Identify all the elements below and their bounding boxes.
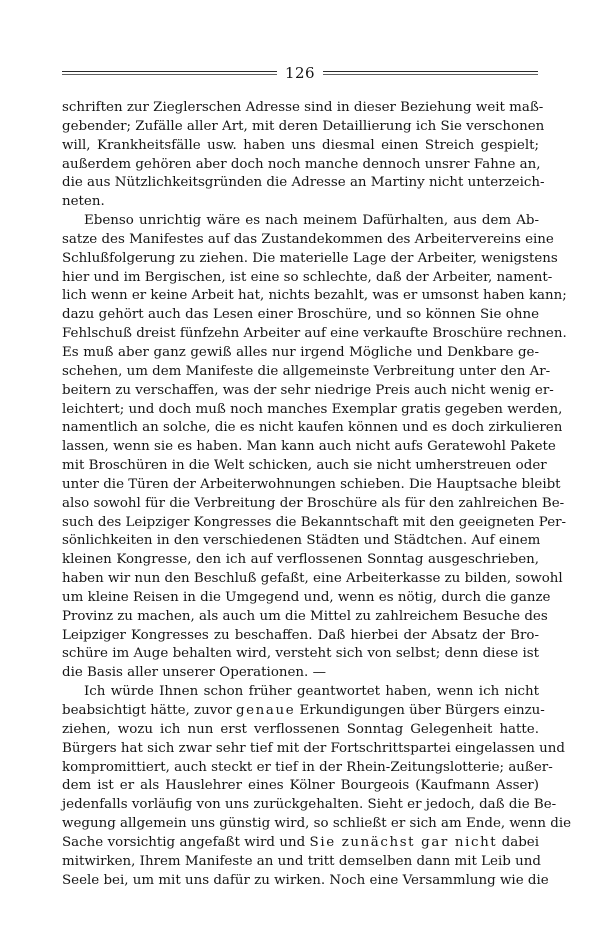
text-line: mitwirken, Ihrem Manifeste an und tritt demselben dann mit Leib und bbox=[62, 853, 541, 869]
text-line: unter die Türen der Arbeiterwohnungen schieben. Die Hauptsache bleibt bbox=[62, 476, 561, 492]
text-line: beitern zu verschaffen, was der sehr niedrige Preis auch nicht wenig er- bbox=[62, 382, 554, 398]
text-line: um kleine Reisen in die Umgegend und, wenn es nötig, durch die ganze bbox=[62, 589, 551, 605]
text-line: kompromittiert, auch steckt er tief in der Rhein-Zeitungslotterie; außer- bbox=[62, 759, 553, 775]
text-line: dem ist er als Hauslehrer eines Kölner Bourgeois (Kaufmann Asser) bbox=[62, 778, 539, 794]
header-rule-left-top bbox=[62, 71, 277, 72]
paragraph bbox=[62, 99, 545, 212]
text-line: Bürgers hat sich zwar sehr tief mit der Fortschrittspartei eingelassen und bbox=[62, 740, 565, 756]
text-line: satze des Manifestes auf das Zustandekommen des Arbeitervereins eine bbox=[62, 231, 554, 247]
page-number: 126 bbox=[284, 64, 316, 82]
text-line: also sowohl für die Verbreitung der Broschüre als für den zahlreichen Be- bbox=[62, 495, 565, 511]
page-header bbox=[62, 64, 538, 82]
text-line: jedenfalls vorläufig von uns zurückgehalten. Sieht er jedoch, daß die Be- bbox=[62, 797, 557, 813]
text-line: kleinen Kongresse, den ich auf verflossenen Sonntag ausgeschrieben, bbox=[62, 552, 539, 568]
text-line: Provinz zu machen, als auch um die Mittel zu zahlreichem Besuche des bbox=[62, 608, 548, 624]
paragraph bbox=[62, 683, 572, 890]
text-line: Seele bei, um mit uns dafür zu wirken. Noch eine Versammlung wie die bbox=[62, 872, 549, 888]
header-rule-left-bottom bbox=[62, 74, 277, 75]
header-rule-right-bottom bbox=[323, 74, 538, 75]
text-line: beabsichtigt hätte, zuvor genaue Erkundigungen über Bürgers einzu- bbox=[62, 703, 545, 718]
text-line: haben wir nun den Beschluß gefaßt, eine Arbeiterkasse zu bilden, sowohl bbox=[62, 571, 563, 587]
text-line: will, Krankheitsfälle usw. haben uns diesmal einen Streich gespielt; bbox=[62, 137, 539, 153]
text-line: wegung allgemein uns günstig wird, so schließt er sich am Ende, wenn die bbox=[62, 816, 572, 832]
text-line: such des Leipziger Kongresses die Bekanntschaft mit den geeigneten Per- bbox=[62, 514, 567, 530]
text-line: hier und im Bergischen, ist eine so schlechte, daß der Arbeiter, nament- bbox=[62, 269, 553, 285]
text-line: schriften zur Zieglerschen Adresse sind in dieser Beziehung weit maß- bbox=[62, 100, 544, 115]
text-line: schüre im Auge behalten wird, versteht sich von selbst; denn diese ist bbox=[62, 646, 539, 662]
header-rule-right-top bbox=[323, 71, 538, 72]
text-line: die Basis aller unserer Operationen. — bbox=[62, 665, 326, 681]
text-line: mit Broschüren in die Welt schicken, auch sie nicht umherstreuen oder bbox=[62, 458, 547, 474]
text-line: neten. bbox=[62, 194, 105, 210]
text-line: Sache vorsichtig angefaßt wird und Sie zunächst gar nicht dabei bbox=[62, 834, 540, 850]
body-text bbox=[62, 99, 572, 890]
header-rule-right bbox=[323, 71, 538, 75]
emphasis-text: Sie zunächst gar nicht bbox=[309, 834, 498, 850]
text-line: sönlichkeiten in den verschiedenen Städten und Städtchen. Auf einem bbox=[62, 533, 541, 549]
text-line: Es muß aber ganz gewiß alles nur irgend Mögliche und Denkbare ge- bbox=[62, 344, 539, 360]
text-line: Ich würde Ihnen schon früher geantwortet haben, wenn ich nicht bbox=[84, 684, 539, 700]
text-line: lassen, wenn sie es haben. Man kann auch nicht aufs Geratewohl Pakete bbox=[62, 439, 556, 455]
text-line: dazu gehört auch das Lesen einer Broschüre, und so können Sie ohne bbox=[62, 307, 539, 323]
text-line: Leipziger Kongresses zu beschaffen. Daß hierbei der Absatz der Bro- bbox=[62, 627, 539, 643]
header-rule-left bbox=[62, 71, 277, 75]
emphasis-text: genaue bbox=[235, 703, 296, 718]
text-line: gebender; Zufälle aller Art, mit deren Detaillierung ich Sie verschonen bbox=[62, 118, 545, 134]
text-line: schehen, um dem Manifeste die allgemeinste Verbreitung unter den Ar- bbox=[62, 363, 551, 379]
text-line: Ebenso unrichtig wäre es nach meinem Dafürhalten, aus dem Ab- bbox=[84, 213, 539, 229]
text-line: lich wenn er keine Arbeit hat, nichts bezahlt, was er umsonst haben kann; bbox=[62, 288, 567, 304]
text-line: Fehlschuß dreist fünfzehn Arbeiter auf eine verkaufte Broschüre rechnen. bbox=[62, 326, 567, 342]
text-line: namentlich an solche, die es nicht kaufen können und es doch zirkulieren bbox=[62, 420, 563, 436]
text-line: außerdem gehören aber doch noch manche dennoch unsrer Fahne an, bbox=[62, 156, 541, 172]
text-line: ziehen, wozu ich nun erst verflossenen Sonntag Gelegenheit hatte. bbox=[62, 721, 539, 737]
text-line: Schlußfolgerung zu ziehen. Die materielle Lage der Arbeiter, wenigstens bbox=[62, 250, 558, 266]
text-line: leichtert; und doch muß noch manches Exemplar gratis gegeben werden, bbox=[62, 401, 563, 417]
paragraph bbox=[62, 212, 567, 683]
text-line: die aus Nützlichkeitsgründen die Adresse an Martiny nicht unterzeich- bbox=[62, 175, 545, 191]
